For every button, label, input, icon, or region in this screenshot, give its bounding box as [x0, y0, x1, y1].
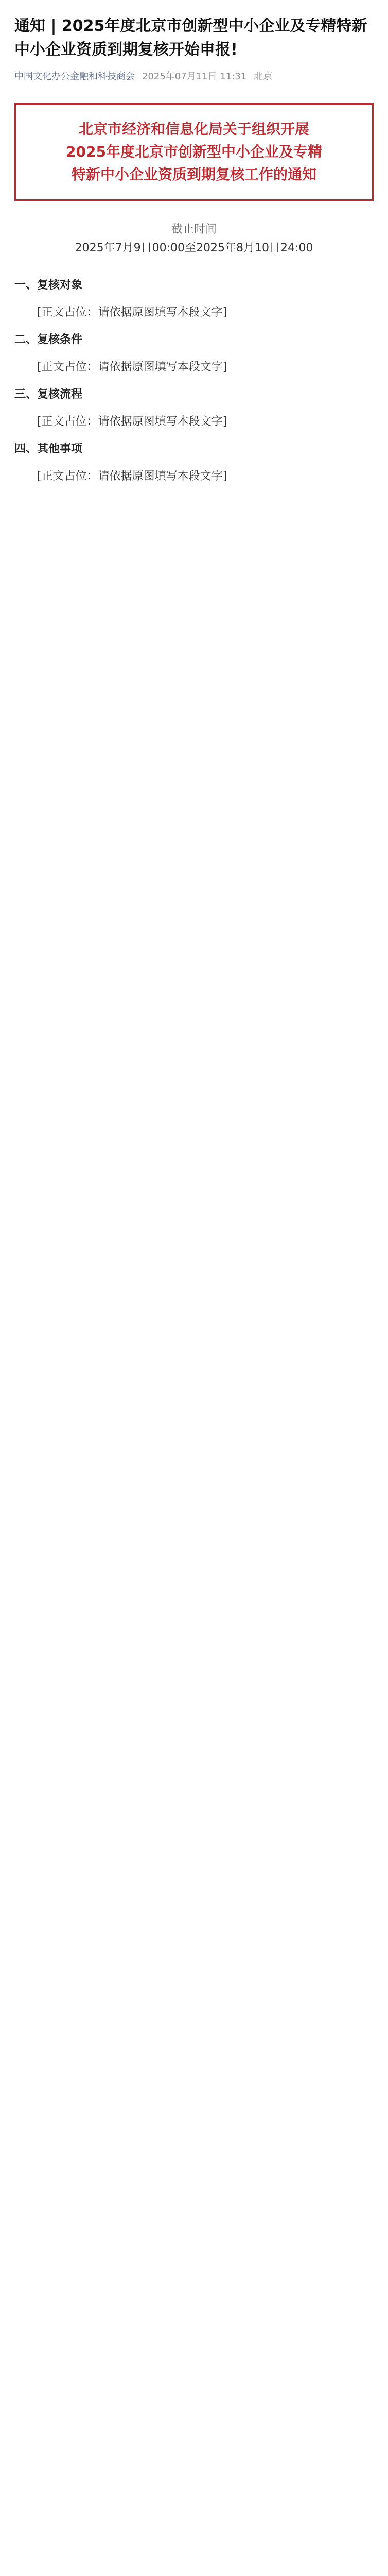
- deadline: [14, 221, 374, 258]
- body-paragraph: [正文占位：请依据原图填写本段文字]: [37, 470, 227, 483]
- article-meta: [14, 69, 374, 82]
- banner-line-1: 北京市经济和信息化局关于组织开展: [78, 121, 309, 138]
- publish-location: 北京: [254, 71, 273, 82]
- section-heading: 一、复核对象: [14, 279, 83, 292]
- body-paragraph: [正文占位：请依据原图填写本段文字]: [37, 306, 227, 319]
- banner-line-3: 特新中小企业资质到期复核工作的通知: [71, 166, 316, 183]
- article-title: 通知 | 2025年度北京市创新型中小企业及专精特新中小企业资质到期复核开始申报!: [14, 17, 367, 59]
- section-heading: 三、复核流程: [14, 388, 83, 401]
- body-paragraph: [正文占位：请依据原图填写本段文字]: [37, 361, 227, 374]
- deadline-label: 截止时间: [171, 223, 217, 236]
- notice-banner: [14, 103, 374, 201]
- deadline-range: 2025年7月9日00:00至2025年8月10日24:00: [75, 242, 313, 255]
- account-name[interactable]: 中国文化办公金融和科技商会: [14, 71, 135, 82]
- banner-line-2: 2025年度北京市创新型中小企业及专精: [66, 143, 322, 160]
- publish-date: 2025年07月11日 11:31: [142, 71, 247, 82]
- section-heading: 二、复核条件: [14, 333, 83, 346]
- section-heading: 四、其他事项: [14, 443, 83, 455]
- article-content: [14, 275, 374, 486]
- body-paragraph: [正文占位：请依据原图填写本段文字]: [37, 415, 227, 428]
